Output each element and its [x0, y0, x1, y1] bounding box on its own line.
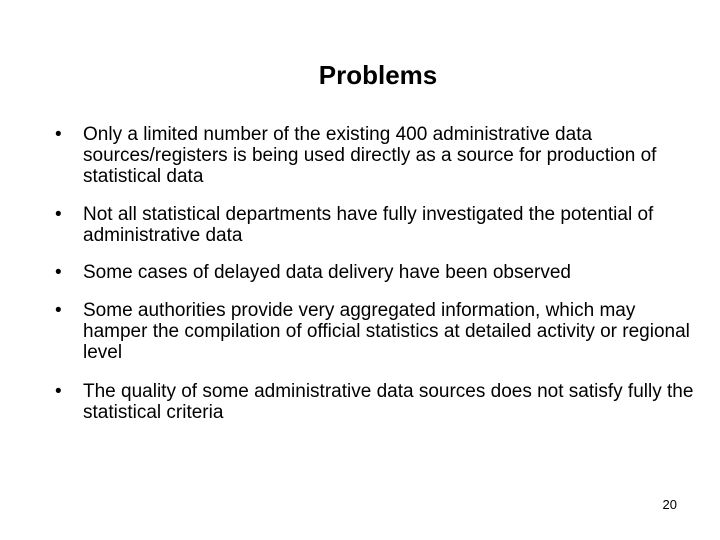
- bullet-icon: •: [55, 381, 62, 402]
- list-item: [55, 204, 695, 246]
- bullet-text: Only a limited number of the existing 400 administrative data sources/registers is being used directly as a source for production of statistical data: [83, 124, 657, 187]
- slide-title: Problems: [318, 60, 438, 90]
- bullet-icon: •: [55, 300, 62, 321]
- list-item: [55, 300, 695, 363]
- bullet-icon: •: [55, 262, 62, 283]
- list-item: [55, 262, 695, 283]
- bullet-icon: •: [55, 204, 62, 225]
- list-item: [55, 124, 695, 187]
- page-number: 20: [662, 497, 677, 512]
- bullet-list: [55, 124, 695, 423]
- bullet-text: Not all statistical departments have fully investigated the potential of administrative data: [83, 204, 654, 246]
- bullet-text: Some authorities provide very aggregated information, which may hamper the compilation of official statistics at detailed activity or regional level: [83, 300, 690, 363]
- bullet-icon: •: [55, 124, 62, 145]
- bullet-text: Some cases of delayed data delivery have been observed: [83, 262, 571, 283]
- bullet-text: The quality of some administrative data sources does not satisfy fully the statistical criteria: [83, 381, 694, 423]
- list-item: [55, 381, 695, 423]
